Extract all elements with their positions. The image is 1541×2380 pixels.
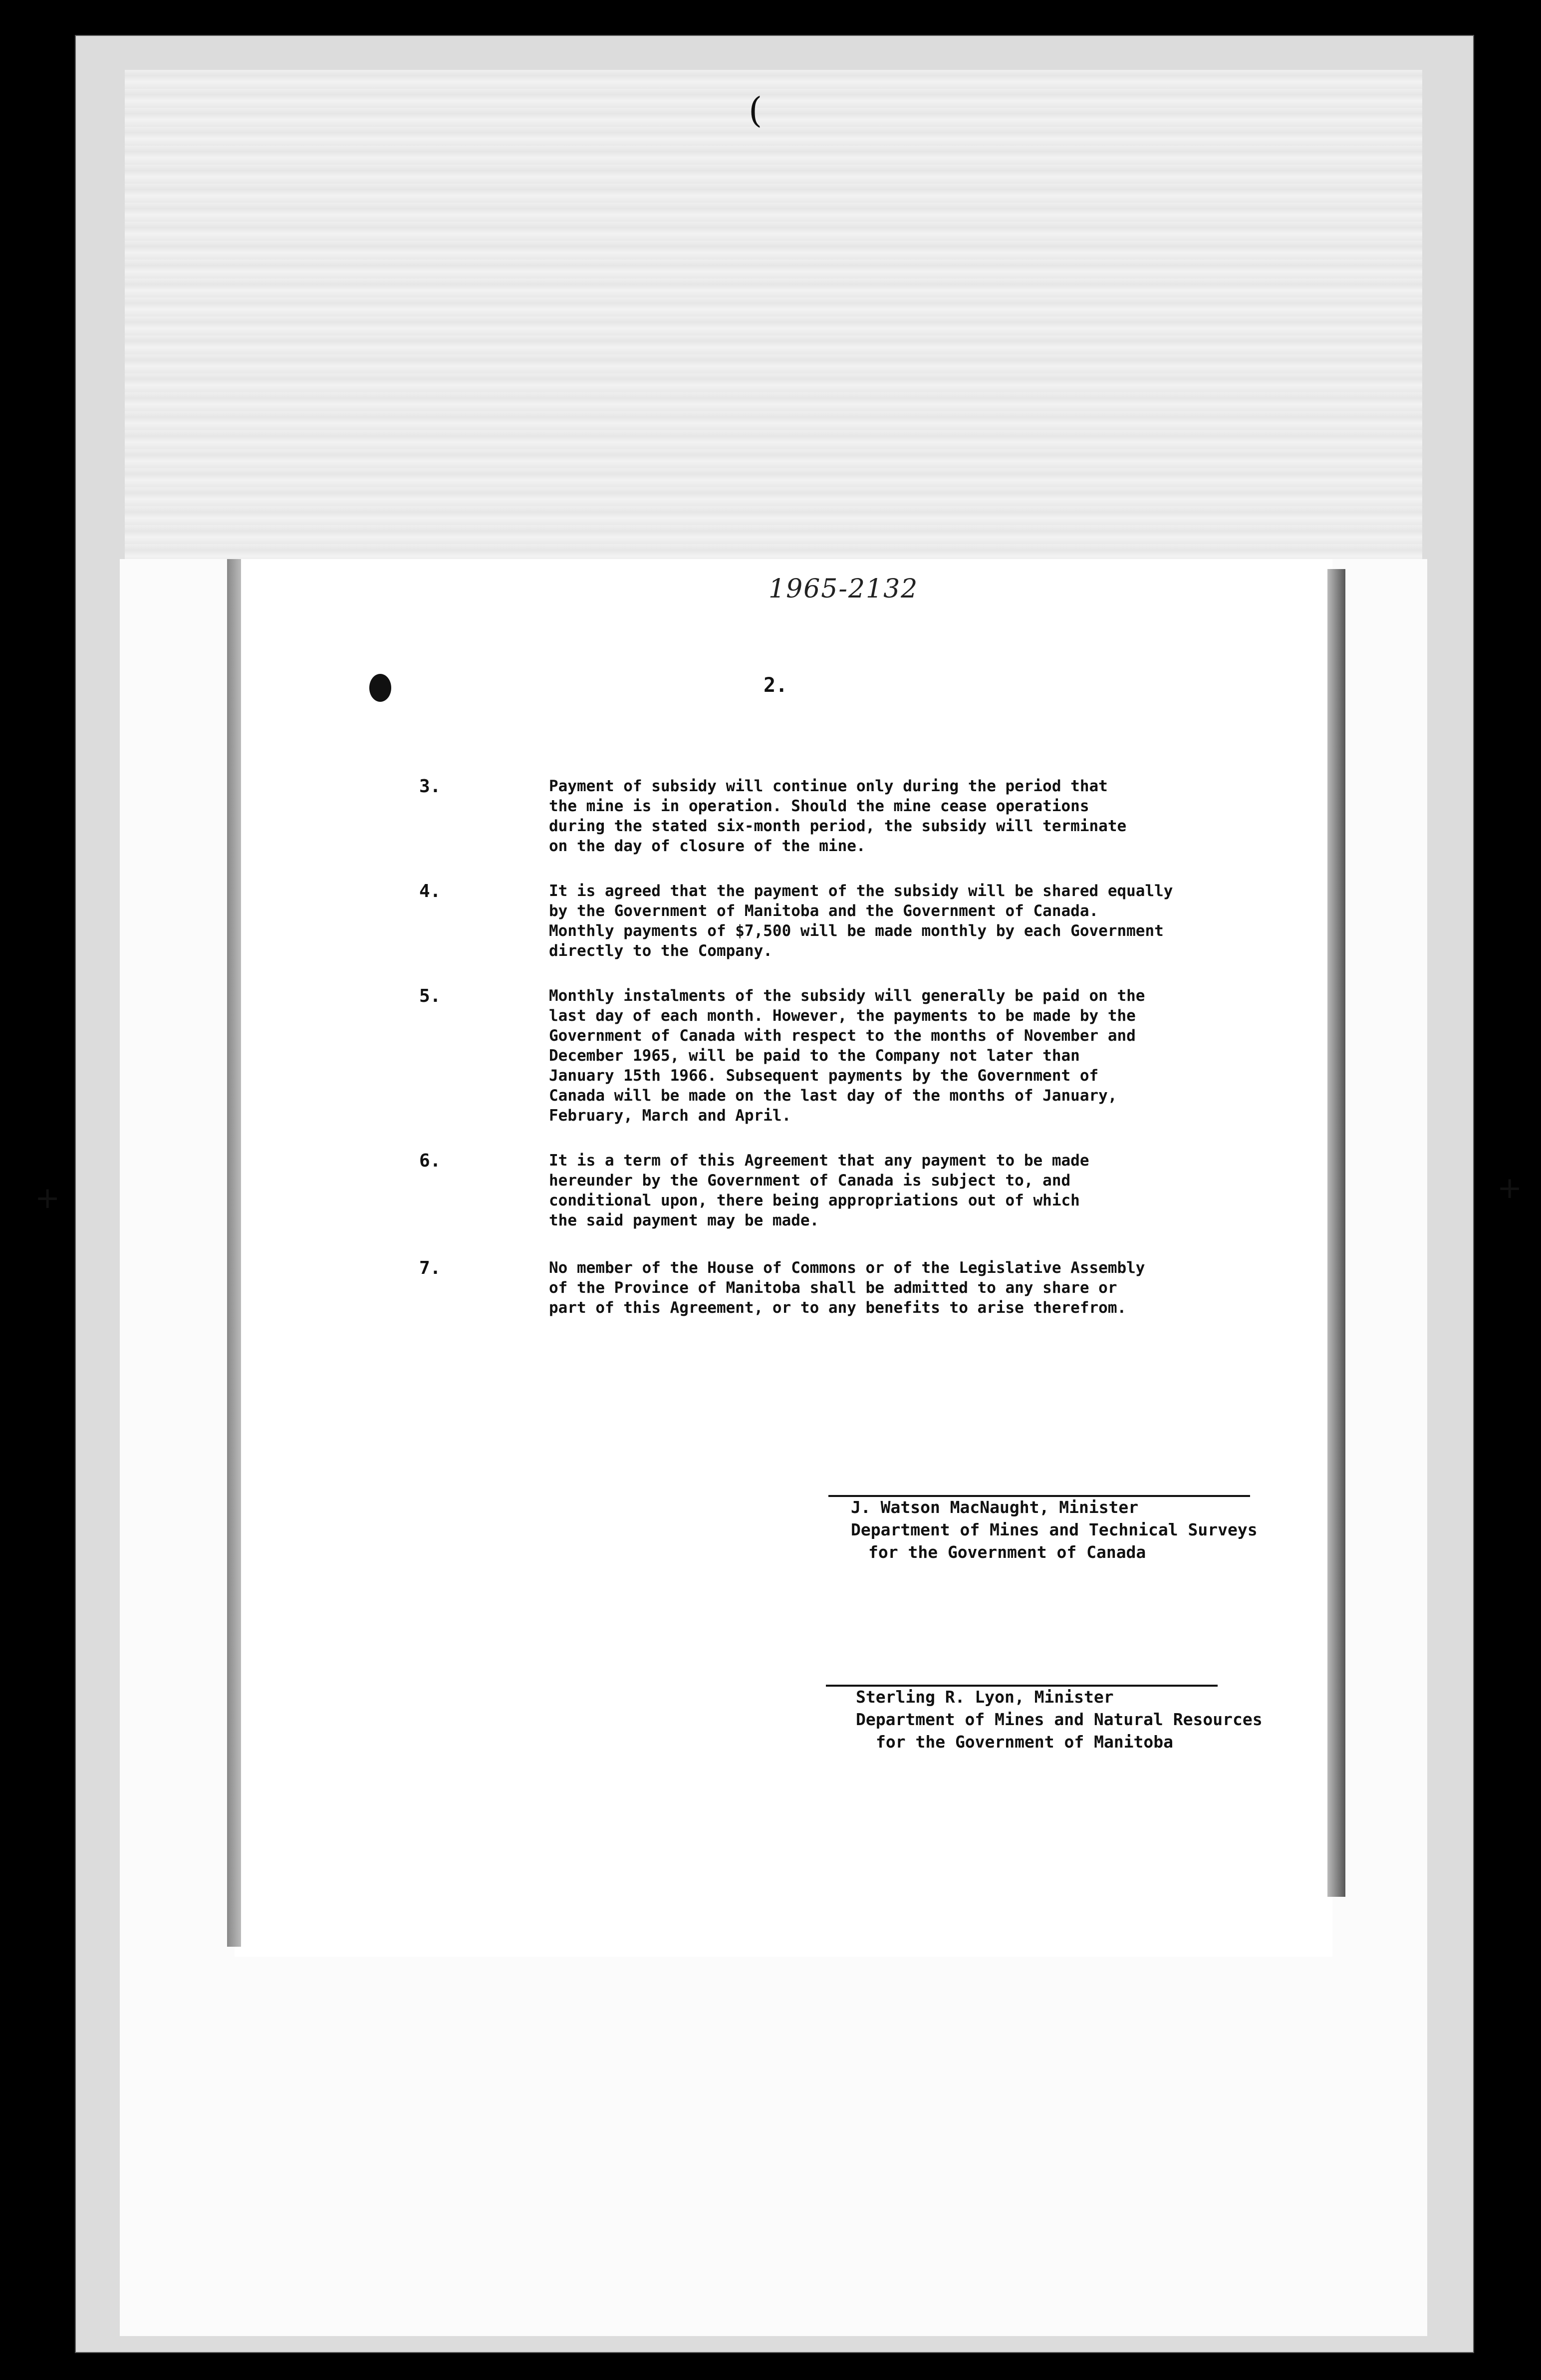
signatory-department: Department of Mines and Technical Surveys [851, 1520, 1258, 1539]
signatory-name: J. Watson MacNaught, Minister [851, 1497, 1139, 1517]
blank-upper-sheet [125, 70, 1422, 569]
clause-number: 5. [419, 986, 441, 1006]
clause-number: 3. [419, 776, 441, 797]
clause-text: It is a term of this Agreement that any payment to be made hereunder by the Government of Canada is subject to, and conditional upon, there being appropriations out of which the said payment may be made. [549, 1152, 1089, 1229]
signatory-government: for the Government of Manitoba [876, 1732, 1174, 1752]
signature-line [828, 1495, 1250, 1497]
page-number: 2. [764, 674, 788, 697]
pen-mark: ( [749, 90, 763, 131]
clause-text: Payment of subsidy will continue only during the period that the mine is in operation. Should the mine cease operations during the stated six-month period, the subsidy will terminate on the day of closure of the mine. [549, 777, 1127, 855]
clause-number: 7. [419, 1258, 441, 1278]
clause-number: 6. [419, 1151, 441, 1171]
registration-mark: + [35, 1181, 60, 1215]
signatory-government: for the Government of Canada [868, 1542, 1146, 1562]
signature-line [826, 1685, 1218, 1687]
registration-mark: + [1497, 1171, 1523, 1205]
page-left-edge-shadow [227, 559, 241, 1947]
punch-hole [369, 674, 391, 702]
page-right-edge-shadow [1327, 569, 1345, 1897]
clause-text: It is agreed that the payment of the subsidy will be shared equally by the Government of Manitoba and the Government of Canada. Monthly payments of $7,500 will be made monthly by each Government directly to the Company. [549, 882, 1173, 960]
signatory-department: Department of Mines and Natural Resources [856, 1710, 1263, 1729]
signatory-name: Sterling R. Lyon, Minister [856, 1687, 1114, 1707]
clause-number: 4. [419, 881, 441, 901]
handwritten-reference-number: 1965-2132 [769, 574, 919, 604]
clause-text: Monthly instalments of the subsidy will generally be paid on the last day of each month. However, the payments to be made by the Government of Canada with respect to the months of November and December 1965, will be paid to the Company not later than January 15th 1966. Subsequent payments by the Government of Canada will be made on the last day of the months of January, February, March and April. [549, 987, 1145, 1125]
clause-text: No member of the House of Commons or of the Legislative Assembly of the Province of Manitoba shall be admitted to any share or part of this Agreement, or to any benefits to arise therefrom. [549, 1259, 1145, 1317]
